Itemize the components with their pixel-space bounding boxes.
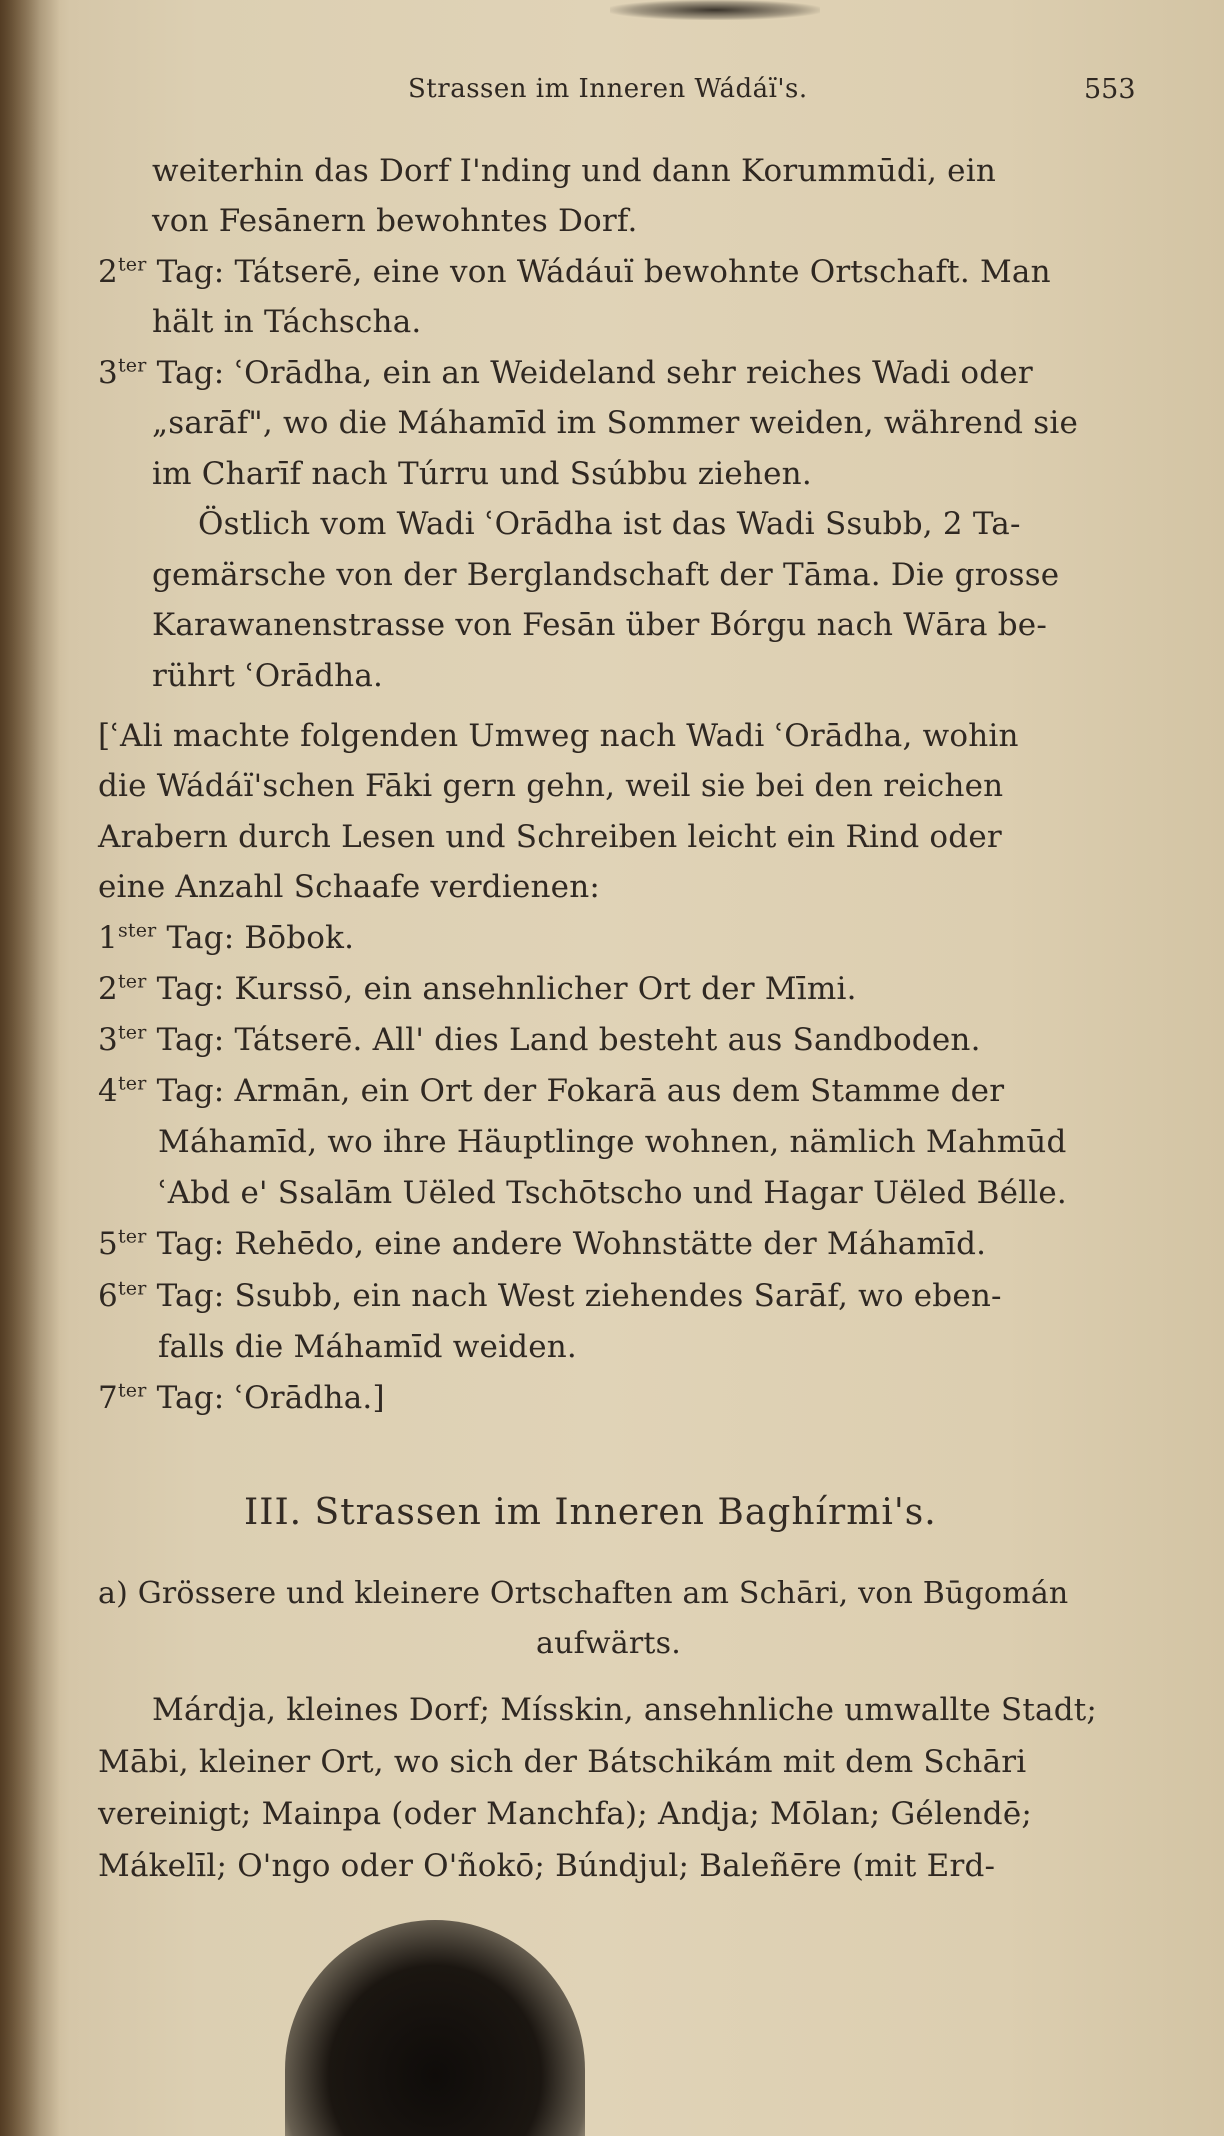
ordinal-suffix: ter xyxy=(117,1021,147,1044)
ordinal-suffix: ter xyxy=(117,1379,147,1402)
page-number: 553 xyxy=(1084,74,1136,105)
entry-text: Tag: Ssubb, ein nach West ziehendes Sarāf, wo eben- xyxy=(156,1278,1002,1314)
text-line: im Charīf nach Túrru und Ssúbbu ziehen. xyxy=(152,456,812,492)
text-line: [ʿAli machte folgenden Umweg nach Wadi ʿOrādha, wohin xyxy=(98,718,1019,754)
entry-text: Tag: Rehēdo, eine andere Wohnstätte der Máhamīd. xyxy=(156,1226,987,1262)
running-header: Strassen im Inneren Wádáï's. xyxy=(408,74,808,104)
entry-text: Tag: ʿOrādha, ein an Weideland sehr reiches Wadi oder xyxy=(156,355,1033,391)
itinerary-entry xyxy=(98,254,1051,290)
top-edge-mark xyxy=(610,0,820,20)
ordinal-suffix: ter xyxy=(117,1072,147,1095)
text-line: die Wádáï'schen Fāki gern gehn, weil sie bei den reichen xyxy=(98,768,1004,804)
ordinal-suffix: ster xyxy=(117,919,157,942)
itinerary-entry xyxy=(98,971,857,1007)
text-line: „sarāf", wo die Máhamīd im Sommer weiden, während sie xyxy=(152,405,1078,441)
itinerary-entry xyxy=(98,1380,385,1416)
text-line: hält in Táchscha. xyxy=(152,304,422,340)
ordinal-number: 3 xyxy=(98,1022,118,1058)
ordinal-suffix: ter xyxy=(117,1225,147,1248)
thumb-shadow xyxy=(285,1920,585,2136)
itinerary-entry xyxy=(98,1073,1004,1109)
text-line: Östlich vom Wadi ʿOrādha ist das Wadi Ssubb, 2 Ta- xyxy=(198,506,1021,542)
text-line: Mābi, kleiner Ort, wo sich der Bátschikám mit dem Schāri xyxy=(98,1744,1027,1780)
entry-text: Tag: Tátserē, eine von Wádáuï bewohnte Ortschaft. Man xyxy=(156,254,1051,290)
subsection-heading: a) Grössere und kleinere Ortschaften am Schāri, von Būgomán xyxy=(98,1576,1069,1611)
section-title: III. Strassen im Inneren Baghírmi's. xyxy=(244,1492,937,1533)
ordinal-suffix: ter xyxy=(117,970,147,993)
entry-text: Tag: Tátserē. All' dies Land besteht aus Sandboden. xyxy=(156,1022,981,1058)
ordinal-suffix: ter xyxy=(117,253,147,276)
ordinal-number: 2 xyxy=(98,254,118,290)
itinerary-entry xyxy=(98,1226,986,1262)
text-line: gemärsche von der Berglandschaft der Tāma. Die grosse xyxy=(152,557,1060,593)
entry-text: Tag: Armān, ein Ort der Fokarā aus dem Stamme der xyxy=(156,1073,1005,1109)
ordinal-suffix: ter xyxy=(117,1277,147,1300)
ordinal-number: 6 xyxy=(98,1278,118,1314)
ordinal-suffix: ter xyxy=(117,354,147,377)
ordinal-number: 3 xyxy=(98,355,118,391)
entry-text: Tag: ʿOrādha.] xyxy=(156,1380,385,1416)
text-line: vereinigt; Mainpa (oder Manchfa); Andja; Mōlan; Gélendē; xyxy=(98,1796,1033,1832)
ordinal-number: 1 xyxy=(98,920,118,956)
text-line: eine Anzahl Schaafe verdienen: xyxy=(98,869,601,905)
text-line: Máhamīd, wo ihre Häuptlinge wohnen, nämlich Mahmūd xyxy=(158,1124,1067,1160)
text-line: weiterhin das Dorf I'nding und dann Korummūdi, ein xyxy=(152,153,996,189)
text-line: rührt ʿOrādha. xyxy=(152,658,384,694)
subsection-heading-cont: aufwärts. xyxy=(536,1626,682,1661)
itinerary-entry xyxy=(98,1278,1002,1314)
text-line: ʿAbd e' Ssalām Uëled Tschōtscho und Hagar Uëled Bélle. xyxy=(158,1175,1067,1211)
text-line: von Fesānern bewohntes Dorf. xyxy=(152,203,638,239)
text-line: Karawanenstrasse von Fesān über Bórgu nach Wāra be- xyxy=(152,607,1048,643)
ordinal-number: 2 xyxy=(98,971,118,1007)
entry-text: Tag: Kurssō, ein ansehnlicher Ort der Mīmi. xyxy=(156,971,857,1007)
itinerary-entry xyxy=(98,920,354,956)
ordinal-number: 5 xyxy=(98,1226,118,1262)
page-gutter-shadow xyxy=(0,0,60,2136)
entry-text: Tag: Bōbok. xyxy=(166,920,355,956)
itinerary-entry xyxy=(98,355,1033,391)
ordinal-number: 4 xyxy=(98,1073,118,1109)
text-line: Márdja, kleines Dorf; Mísskin, ansehnliche umwallte Stadt; xyxy=(152,1692,1098,1728)
text-line: Arabern durch Lesen und Schreiben leicht ein Rind oder xyxy=(98,819,1002,855)
ordinal-number: 7 xyxy=(98,1380,118,1416)
text-line: Mákelīl; O'ngo oder O'ñokō; Búndjul; Baleñēre (mit Erd- xyxy=(98,1848,996,1884)
text-line: falls die Máhamīd weiden. xyxy=(158,1329,577,1365)
itinerary-entry xyxy=(98,1022,981,1058)
